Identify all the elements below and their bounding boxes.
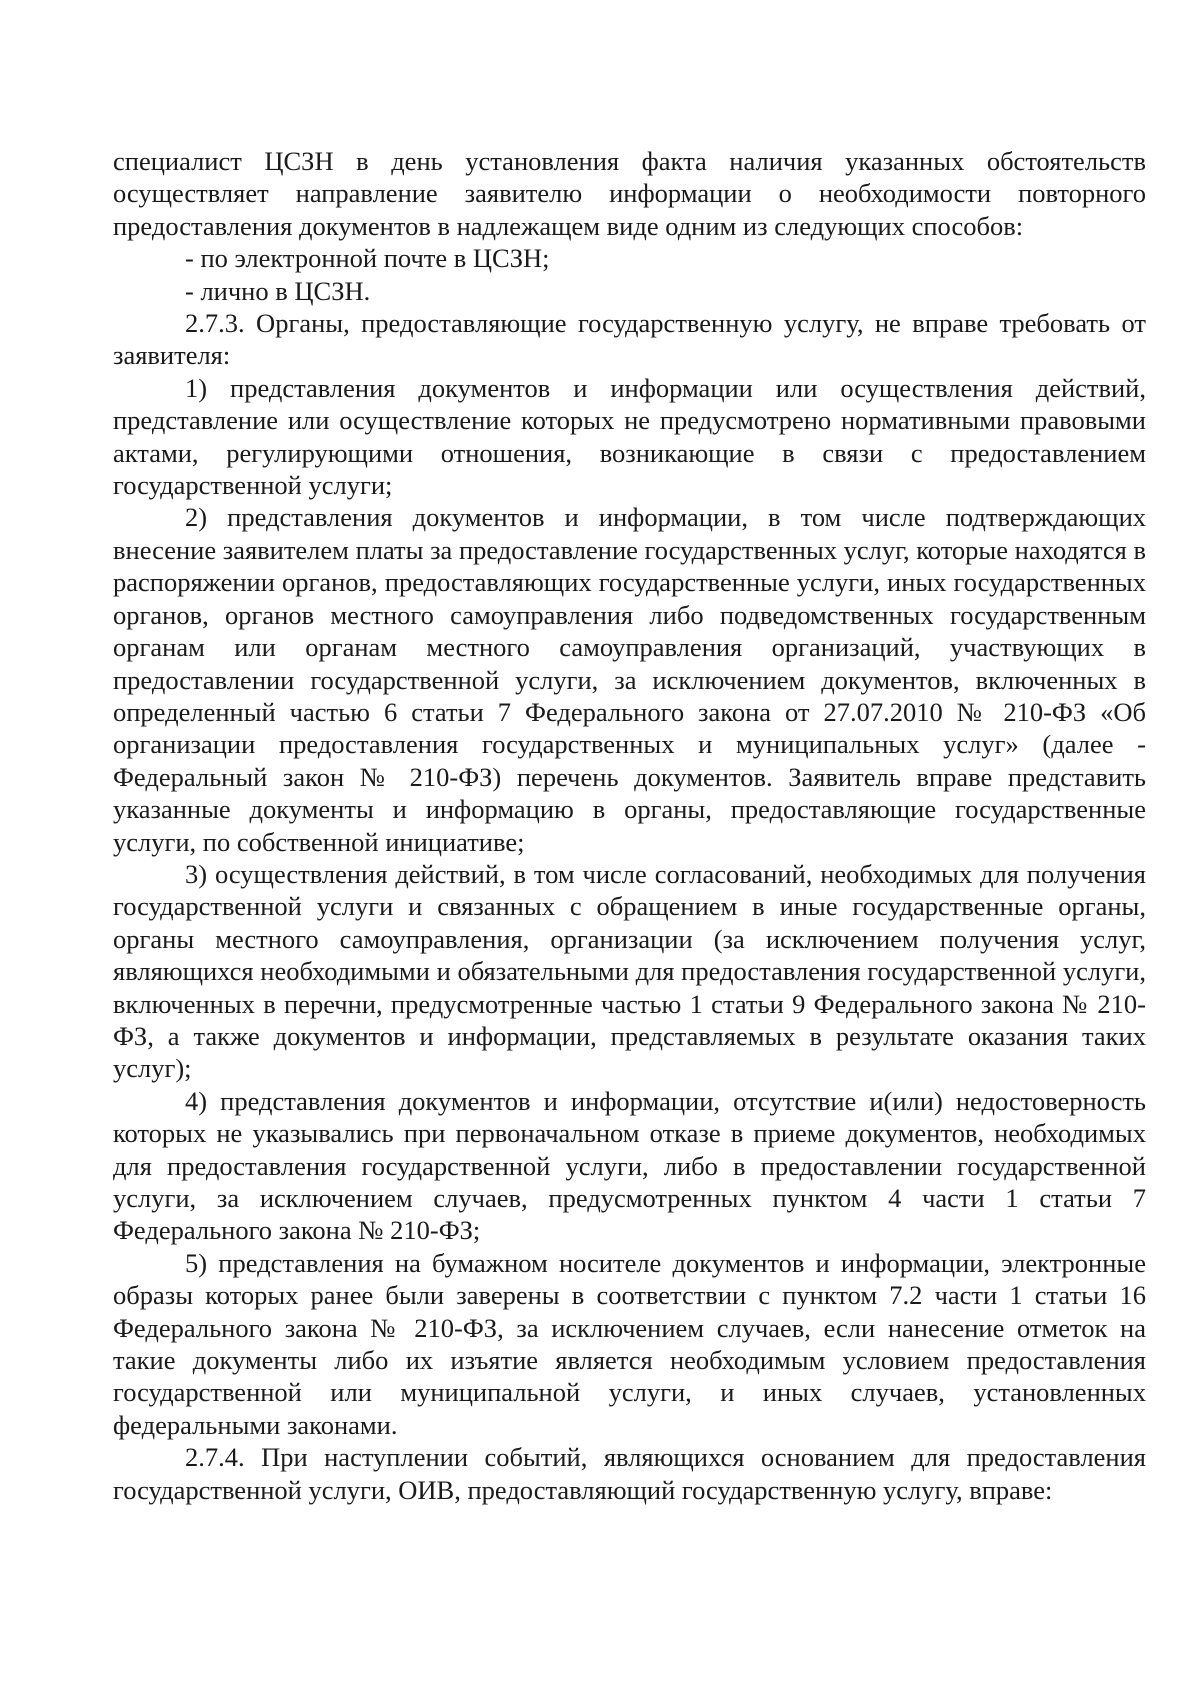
paragraph-item-1: 1) представления документов и информации или осуществления действий, представление или осуществление которых не предусмотрено нормативными правовыми актами, регулирующими отношения, возникающие в связи с предоставлением государственной услуги;	[113, 372, 1146, 501]
paragraph-intro: специалист ЦСЗН в день установления факта наличия указанных обстоятельств осуществляет направление заявителю информации о необходимости повторного предоставления документов в надлежащем виде одним из следующих способов:	[113, 146, 1146, 241]
paragraph-item-5: 5) представления на бумажном носителе документов и информации, электронные образы которых ранее были заверены в соответствии с пунктом 7.2 части 1 статьи 16 Федерального закона № 210-ФЗ, за исключением случаев, если нанесение отметок на такие документы либо их изъятие является необходимым условием предоставления государственной или муниципальной услуги, и иных случаев, установленных федеральными законами.	[113, 1247, 1146, 1440]
document-body	[113, 145, 1146, 1506]
paragraph-2-7-4: 2.7.4. При наступлении событий, являющихся основанием для предоставления государственной услуги, ОИВ, предоставляющий государственную услугу, вправе:	[113, 1442, 1146, 1505]
paragraph-item-3: 3) осуществления действий, в том числе согласований, необходимых для получения государственной услуги и связанных с обращением в иные государственные органы, органы местного самоуправления, организации (за исключением получения услуг, являющихся необходимыми и обязательными для предоставления государственной услуги, включенных в перечни, предусмотренные частью 1 статьи 9 Федерального закона № 210-ФЗ, а также документов и информации, представляемых в результате оказания таких услуг);	[113, 858, 1146, 1084]
list-item-in-person: - лично в ЦСЗН.	[185, 275, 371, 306]
paragraph-item-4: 4) представления документов и информации, отсутствие и(или) недостоверность которых не указывались при первоначальном отказе в приеме документов, необходимых для предоставления государственной услуги, либо в предоставлении государственной услуги, за исключением случаев, предусмотренных пунктом 4 части 1 статьи 7 Федерального закона № 210-ФЗ;	[113, 1085, 1146, 1246]
paragraph-item-2: 2) представления документов и информации, в том числе подтверждающих внесение заявителем платы за предоставление государственных услуг, которые находятся в распоряжении органов, предоставляющих государственные услуги, иных государственных органов, органов местного самоуправления либо подведомственных государственным органам или органам местного самоуправления организаций, участвующих в предоставлении государственной услуги, за исключением документов, включенных в определенный частью 6 статьи 7 Федерального закона от 27.07.2010 № 210-ФЗ «Об организации предоставления государственных и муниципальных услуг» (далее - Федеральный закон № 210-ФЗ) перечень документов. Заявитель вправе представить указанные документы и информацию в органы, предоставляющие государственные услуги, по собственной инициативе;	[113, 502, 1146, 857]
paragraph-2-7-3: 2.7.3. Органы, предоставляющие государственную услугу, не вправе требовать от заявителя:	[113, 308, 1146, 371]
list-item-email: - по электронной почте в ЦСЗН;	[185, 243, 550, 274]
